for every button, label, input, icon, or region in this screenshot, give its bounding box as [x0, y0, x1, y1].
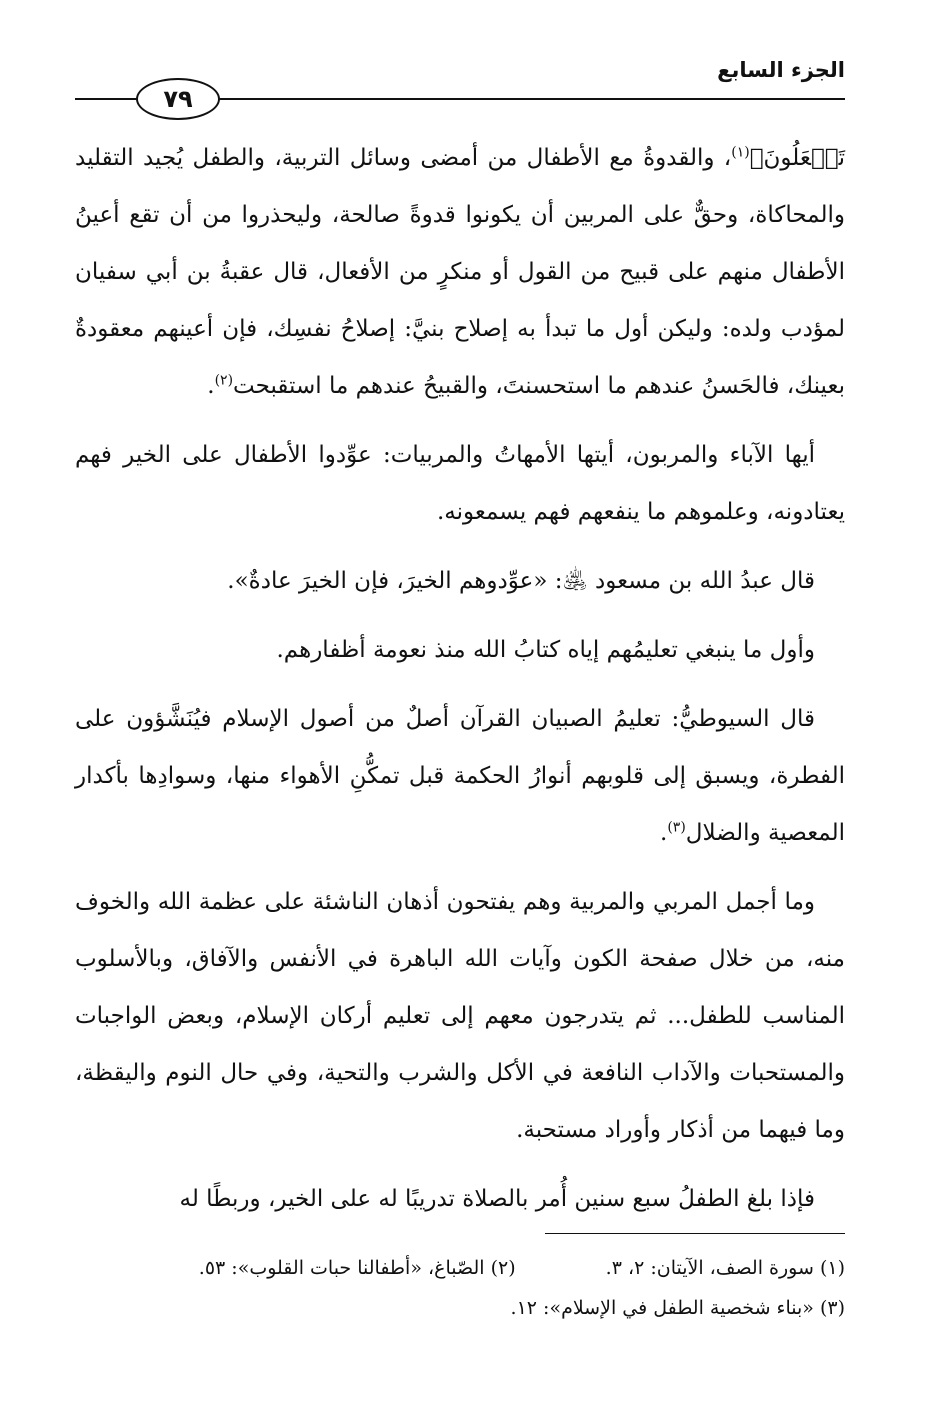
paragraph-5-end: .	[660, 820, 668, 846]
footnote-ref-2: (٢)	[214, 372, 234, 389]
footnote-3: (٣) «بناء شخصية الطفل في الإسلام»: ١٢.	[510, 1297, 845, 1319]
footnote-separator	[545, 1233, 845, 1234]
running-title: الجزء السابع	[717, 58, 845, 82]
paragraph-1-text: ، والقدوةُ مع الأطفال من أمضى وسائل التربية، والطفل يُجيد التقليد والمحاكاة، وحقٌّ على المربين أن يكونوا قدوةً صالحة، وليحذروا من أن تقع أعينُ الأطفال منهم على قبيح من القول أو منكرٍ من الأفعال، قال عقبةُ بن أبي سفيان لمؤدب ولده: وليكن أول ما تبدأ به إصلاح بنيَّ: إصلاحُ نفسِك، فإن أعينهم معقودةٌ بعينك، فالحَسنُ عندهم ما استحسنتَ، والقبيحُ عندهم ما استقبحت	[75, 145, 845, 399]
footnote-row-1	[75, 1248, 845, 1288]
paragraph-3: قال عبدُ الله بن مسعود ﵁: «عوِّدوهم الخيرَ، فإن الخيرَ عادةٌ».	[227, 568, 815, 594]
quran-verse-end: تَفۡعَلُونَ﴾	[749, 145, 845, 171]
paragraph-1-end: .	[207, 373, 215, 399]
footnote-2: (٢) الصّباغ، «أطفالنا حبات القلوب»: ٥٣.	[198, 1257, 516, 1279]
footnote-1: (١) سورة الصف، الآيتان: ٢، ٣.	[605, 1257, 845, 1279]
footnote-ref-1: (١)	[731, 144, 750, 161]
footnotes	[75, 1248, 845, 1328]
paragraph-5	[75, 691, 845, 862]
paragraph-6: وما أجمل المربي والمربية وهم يفتحون أذهان الناشئة على عظمة الله والخوف منه، من خلال صفحة الكون وآيات الله الباهرة في الأنفس والآفاق، وبالأسلوب المناسب للطفل... ثم يتدرجون معهم إلى تعليم أركان الإسلام، وبعض الواجبات والمستحبات والآداب النافعة في الأكل والشرب والتحية، وفي حال النوم واليقظة، وما فيهما من أذكار وأوراد مستحبة.	[75, 889, 845, 1143]
page-number: ٧٩	[136, 78, 220, 120]
paragraph-4: وأول ما ينبغي تعليمُهم إياه كتابُ الله منذ نعومة أظفارهم.	[276, 637, 815, 663]
main-text	[75, 130, 845, 1240]
paragraph-2: أيها الآباء والمربون، أيتها الأمهاتُ والمربيات: عوِّدوا الأطفال على الخير فهم يعتادونه، وعلموهم ما ينفعهم فهم يسمعونه.	[75, 442, 845, 525]
paragraph-5-text: قال السيوطيُّ: تعليمُ الصبيان القرآن أصلٌ من أصول الإسلام فيُنَشَّؤون على الفطرة، ويسبق إلى قلوبهم أنوارُ الحكمة قبل تمكُّنِ الأهواء منها، وسوادِها بأكدار المعصية والضلال	[75, 706, 845, 846]
footnote-ref-3: (٣)	[667, 819, 686, 836]
paragraph-1	[75, 130, 845, 415]
paragraph-7: فإذا بلغ الطفلُ سبع سنين أُمر بالصلاة تدريبًا له على الخير، وربطًا له	[179, 1186, 815, 1212]
